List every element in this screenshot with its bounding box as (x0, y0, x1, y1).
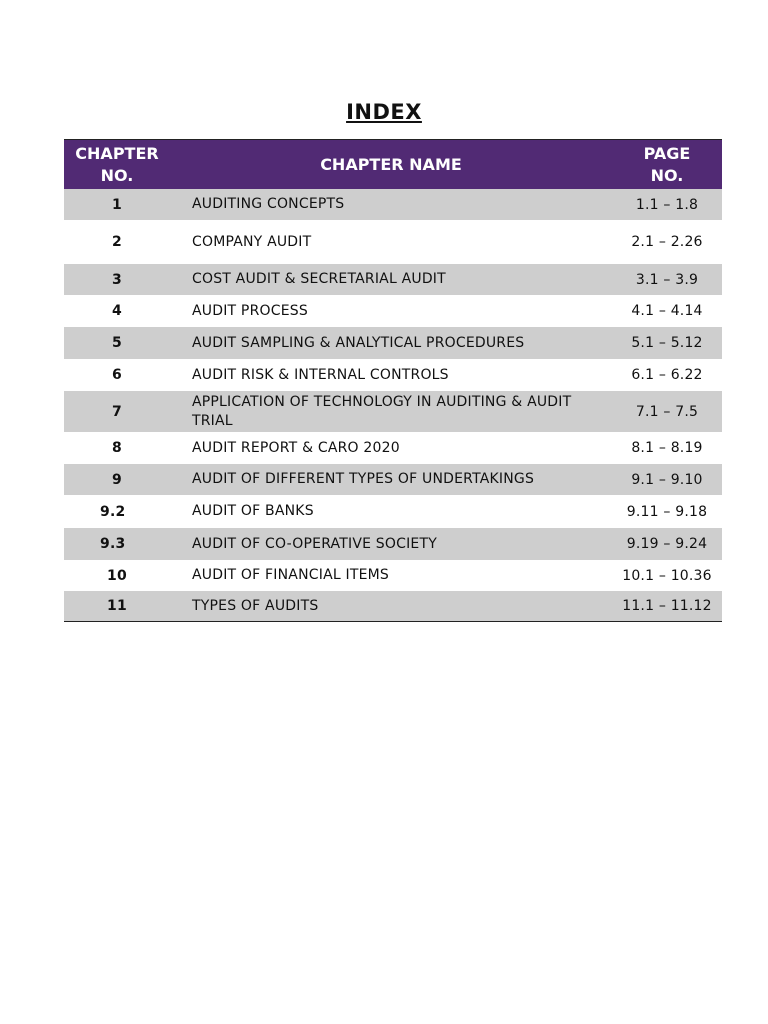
table-row (64, 327, 722, 359)
page-range: 11.1 – 11.12 (622, 598, 712, 614)
chapter-no: 3 (112, 271, 122, 288)
table-row (64, 528, 722, 560)
chapter-no: 9 (112, 471, 122, 488)
chapter-no: 9.2 (100, 503, 126, 520)
table-row (64, 560, 722, 591)
chapter-name: AUDITING CONCEPTS (192, 196, 345, 212)
page-range: 5.1 – 5.12 (631, 335, 703, 351)
header-chapter-no-line2: NO. (100, 165, 134, 185)
chapter-name: AUDIT OF FINANCIAL ITEMS (192, 567, 389, 583)
page-range: 1.1 – 1.8 (635, 196, 699, 213)
table-row (64, 464, 722, 495)
chapter-name: AUDIT SAMPLING & ANALYTICAL PROCEDURES (192, 334, 525, 351)
chapter-no: 8 (112, 440, 122, 456)
header-chapter-no-line1: CHAPTER (75, 143, 159, 163)
chapter-no: 11 (107, 598, 127, 614)
table-row (64, 495, 722, 528)
chapter-name: APPLICATION OF TECHNOLOGY IN AUDITING & AUDIT TRIAL (192, 393, 572, 429)
page-range: 8.1 – 8.19 (631, 440, 703, 456)
header-page-no (612, 140, 722, 189)
index-table (64, 139, 722, 622)
chapter-name: AUDIT OF CO-OPERATIVE SOCIETY (192, 535, 437, 552)
header-page-no-line2: NO. (650, 165, 684, 185)
chapter-name: AUDIT OF BANKS (192, 503, 314, 519)
chapter-no: 6 (112, 367, 122, 383)
page-range: 10.1 – 10.36 (622, 567, 712, 584)
table-header (64, 140, 722, 189)
chapter-no: 9.3 (100, 536, 126, 552)
header-chapter-name: CHAPTER NAME (320, 154, 462, 174)
header-chapter-no (64, 140, 170, 189)
chapter-no: 5 (112, 335, 122, 351)
chapter-name: COMPANY AUDIT (192, 233, 312, 250)
table-row (64, 220, 722, 264)
table-row (64, 591, 722, 621)
page-range: 7.1 – 7.5 (635, 403, 699, 420)
chapter-name: COST AUDIT & SECRETARIAL AUDIT (192, 271, 446, 287)
chapter-no: 1 (112, 196, 122, 213)
chapter-name: TYPES OF AUDITS (192, 597, 319, 614)
page-range: 9.11 – 9.18 (626, 503, 708, 520)
page-range: 4.1 – 4.14 (631, 303, 703, 319)
table-row (64, 189, 722, 220)
page-range: 2.1 – 2.26 (631, 234, 703, 250)
chapter-no: 7 (112, 403, 122, 420)
chapter-name: AUDIT PROCESS (192, 302, 308, 319)
page-range: 9.19 – 9.24 (626, 536, 708, 552)
table-row (64, 432, 722, 464)
chapter-no: 10 (107, 567, 127, 584)
table-row (64, 295, 722, 327)
page-range: 3.1 – 3.9 (635, 271, 699, 288)
chapter-name: AUDIT RISK & INTERNAL CONTROLS (192, 366, 449, 383)
table-row (64, 391, 722, 432)
page-title: INDEX (346, 100, 422, 124)
header-page-no-line1: PAGE (643, 143, 691, 163)
chapter-no: 2 (112, 234, 122, 250)
table-row (64, 359, 722, 391)
chapter-name: AUDIT OF DIFFERENT TYPES OF UNDERTAKINGS (192, 471, 535, 487)
chapter-no: 4 (112, 303, 122, 319)
page-range: 9.1 – 9.10 (631, 471, 703, 488)
chapter-name: AUDIT REPORT & CARO 2020 (192, 439, 400, 456)
page-range: 6.1 – 6.22 (631, 367, 703, 383)
table-row (64, 264, 722, 295)
